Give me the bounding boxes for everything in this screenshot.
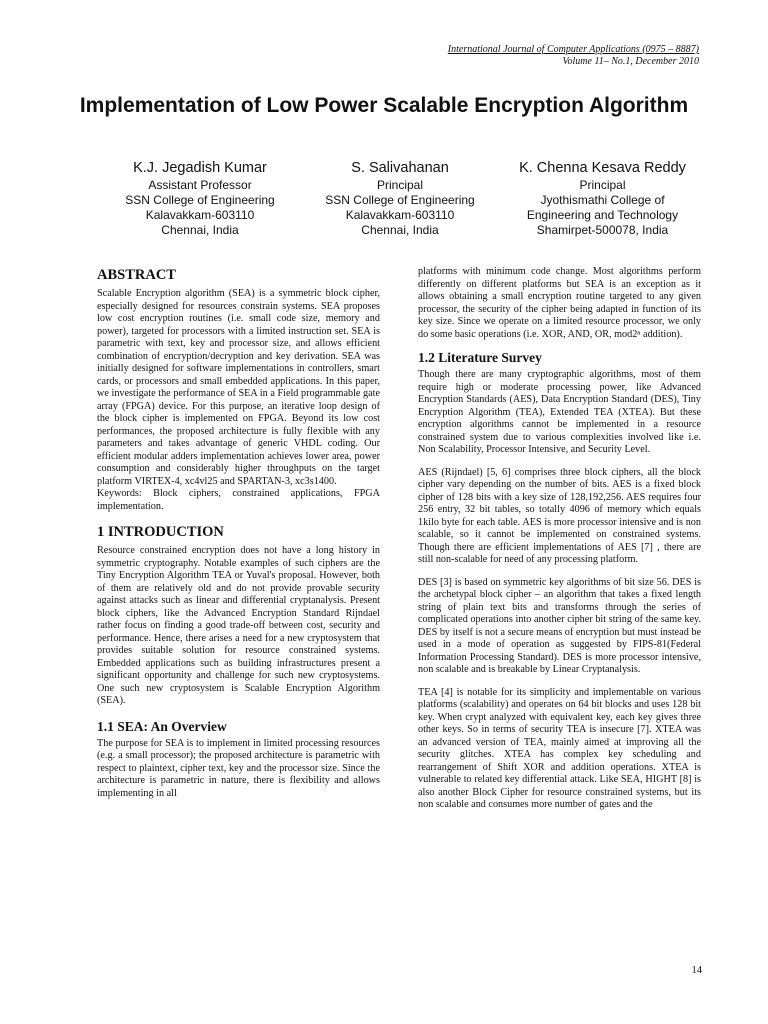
author-3	[495, 158, 710, 238]
author-affiliation-line: Principal	[579, 178, 626, 192]
overview-heading: 1.1 SEA: An Overview	[97, 718, 227, 734]
survey-paragraph: AES (Rijndael) [5, 6] comprises three block ciphers, all the block cipher vary depending on the number of bits. AES is a fixed block cipher of 128 bits with a key size of 128,192,256. AES requires four 256 entry, 32 bit tables, so totally 4096 of memory which equals 1kilo byte for each table. AES is more processor intensive and is non scalable, so it cannot be implemented on constrained systems. Though there are efficient implementations of AES [7] , there are still non-scalable for need of any processing platform.	[418, 466, 701, 565]
author-affiliation-line: Shamirpet-500078, India	[536, 223, 669, 237]
introduction-text: Resource constrained encryption does not have a long history in symmetric cryptography. Notable examples of such ciphers are the Tiny Encryption Algorithm TEA or Yuval's proposal. However, both of them are relatively old and do not provide provable security against attacks such as linear and differential cryptanalysis. Present block ciphers, like the Advanced Encryption Standard Rijndael rather focus on finding a good trade-off between cost, security and performance. Hence, there arises a need for a new cryptosystem that provides suitable solution for resource constrained systems. Embedded applications such as building infrastructures present a significant opportunity and challenge for such new cryptosystems. One such new cryptosystem is Scalable Encryption Algorithm (SEA).	[97, 545, 380, 706]
author-name: K. Chenna Kesava Reddy	[519, 160, 686, 176]
journal-name: International Journal of Computer Applications (0975 – 8887)	[447, 44, 699, 55]
author-affiliation-line: Assistant Professor	[148, 178, 252, 192]
survey-paragraph: DES [3] is based on symmetric key algorithms of bit size 56. DES is the archetypal block cipher – an algorithm that takes a fixed length string of plain text bits and transforms through the series of complicated operations into another cipher bit string of the same key. DES by itself is not a secure means of encryption but must instead be used in a mode of operation as suggested by FIPS-81(Federal Information Processing Standard). DES is more processor intensive, non scalable and is breakable by Linear Cryptanalysis.	[418, 576, 701, 675]
author-affiliation-line: Kalavakkam-603110	[345, 208, 455, 222]
journal-header	[448, 44, 699, 68]
author-2	[300, 158, 500, 238]
paper-title: Implementation of Low Power Scalable Encryption Algorithm	[79, 94, 689, 117]
author-affiliation-line: SSN College of Engineering	[125, 193, 275, 207]
abstract-text: Scalable Encryption algorithm (SEA) is a symmetric block cipher, especially designed for resources constrain systems. SEA proposes low cost encryption routines (i.e. small code size, memory and power), targeted for processors with a limited instruction set. SEA is parametric with text, key and processor size, and allows efficient combination of encryption/decryption and key derivation. SEA was initially designed for software implementations in controllers, smart cards, or processors and small embedded applications. In this paper, we investigate the performance of SEA in a Field programmable gate array (FPGA) device. For this purpose, an iterative loop design of the block cipher is implemented on FPGA. Beyond its low cost performances, the proposed architecture is fully flexible with any parameters and takes advantage of generic VHDL coding. Our efficient modular adders implementation achieves lower area, power consumption and considerably higher throughputs on the target platform VIRTEX-4, xc4vl25 and SPARTAN-3, xc3s1400.	[97, 288, 380, 487]
page-number: 14	[691, 965, 702, 976]
author-name: S. Salivahanan	[351, 160, 449, 176]
literature-survey-heading: 1.2 Literature Survey	[418, 350, 542, 365]
keywords: Keywords: Block ciphers, constrained applications, FPGA implementation.	[97, 488, 380, 512]
left-column	[97, 262, 380, 800]
survey-paragraph: TEA [4] is notable for its simplicity and implementable on various platforms (scalability) and operates on 64 bit blocks and uses 128 bit key. When crypt analyzed with equivalent key, each key gives three other keys. So in terms of security TEA is insecure [7]. XTEA was an advanced version of TEA, mainly aimed at improving all the security glitches. XTEA has complex key scheduling and rearrangement of Shift XOR and addition operations. XTEA is vulnerable to related key differential attack. Like SEA, HIGHT [8] is also another Block Cipher for resource constrained systems, but its non scalable and consumes more number of gates and the	[418, 686, 701, 810]
abstract-heading: ABSTRACT	[97, 267, 176, 283]
author-affiliation-line: Engineering and Technology	[526, 208, 679, 222]
author-affiliation-line: Kalavakkam-603110	[145, 208, 255, 222]
right-column	[418, 266, 701, 812]
journal-volume: Volume 11– No.1, December 2010	[562, 56, 699, 67]
introduction-heading: 1 INTRODUCTION	[97, 524, 224, 540]
author-affiliation-line: Chennai, India	[361, 223, 439, 237]
author-affiliation-line: Principal	[376, 178, 424, 192]
survey-paragraph: Though there are many cryptographic algorithms, most of them require high or moderate processing power, like Advanced Encryption Standards (AES), Data Encryption Standard (DES), Tiny Encryption Algorithm (TEA), Extended TEA (XTEA). But these encryption algorithms cannot be implemented in a resource constrained system due to various complexities involved like i.e. Non Scalability, Processor Intensive, and Security Level.	[418, 369, 701, 455]
author-affiliation-line: SSN College of Engineering	[325, 193, 475, 207]
overview-text: The purpose for SEA is to implement in limited processing resources (e.g. a small processor); the proposed architecture is parametric with respect to plaintext, cipher text, key and the processor size. Since the architecture is parametric in nature, there is flexibility and allows implementing in all	[97, 737, 380, 799]
overview-text-continued: platforms with minimum code change. Most algorithms perform differently on different platforms but SEA is an exception as it allows obtaining a small encryption routine targeted to any given processor, the security of the cipher being adapted in function of its key size. Since we operate on a limited resource processor, we only do some basic operations (i.e. XOR, AND, OR, mod2ⁿ addition).	[418, 266, 701, 340]
author-affiliation-line: Jyothismathi College of	[540, 193, 665, 207]
author-name: K.J. Jegadish Kumar	[133, 160, 267, 176]
author-affiliation-line: Chennai, India	[161, 223, 239, 237]
author-1	[95, 158, 305, 238]
